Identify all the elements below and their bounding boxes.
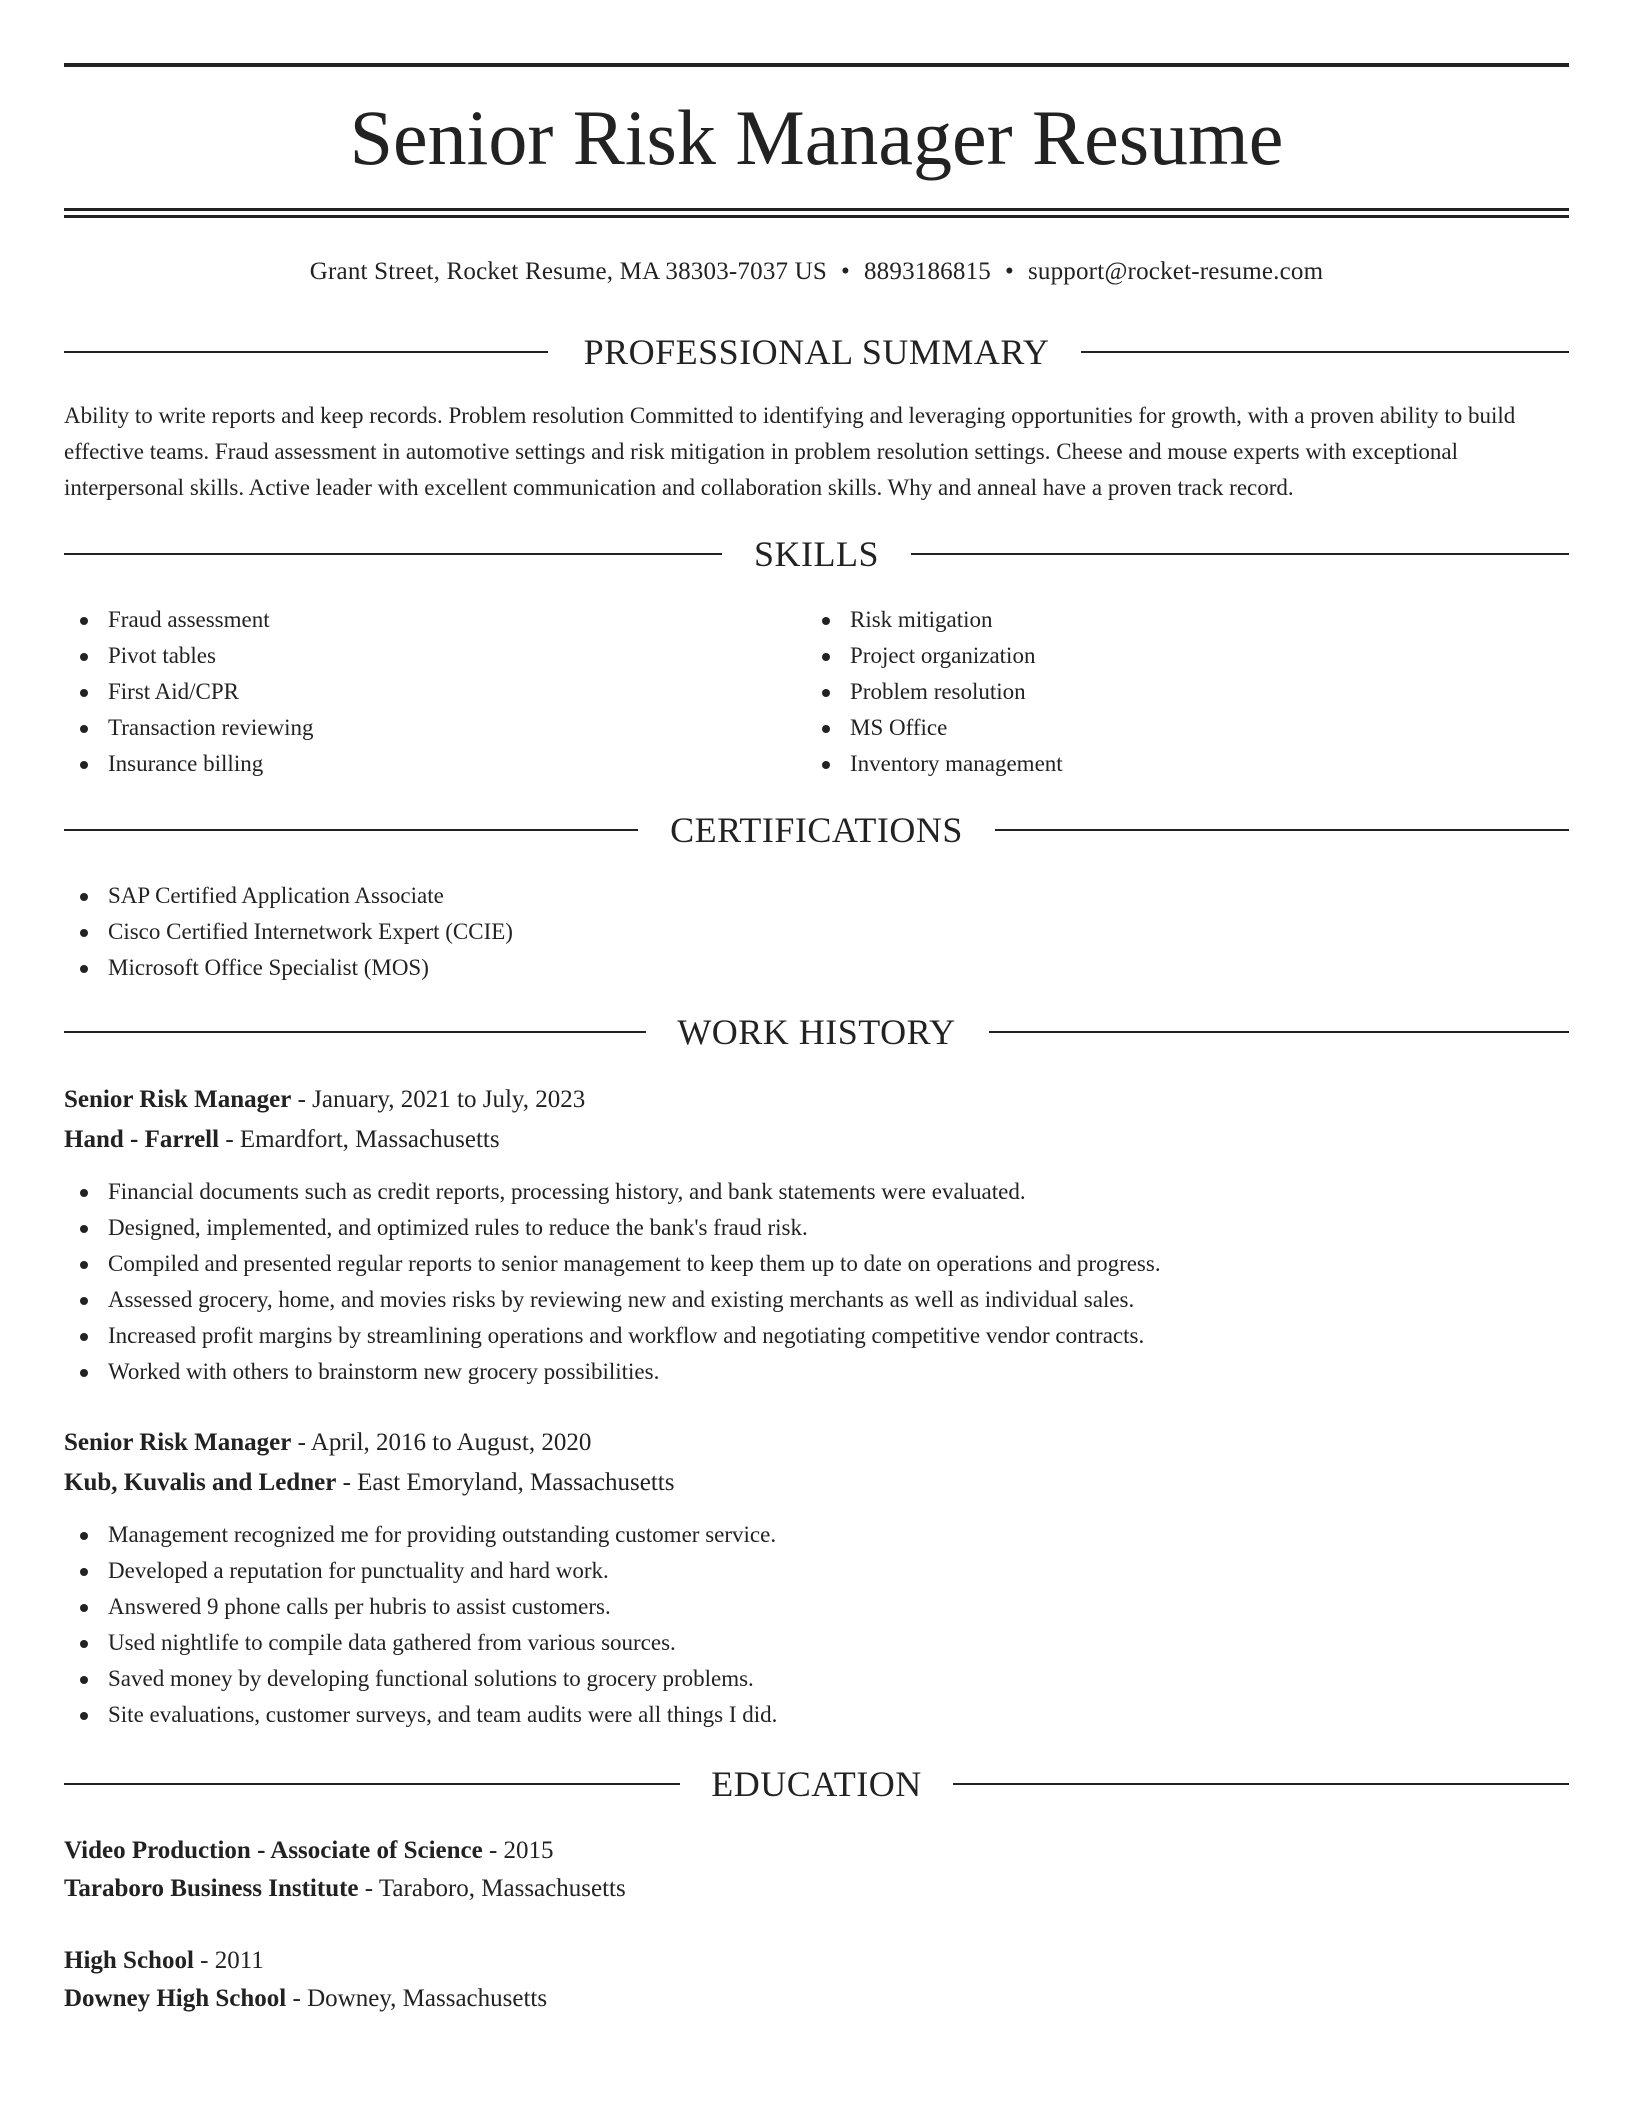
job-bullet: Assessed grocery, home, and movies risks by reviewing new and existing merchants as well as individual sales.	[64, 1282, 1569, 1318]
education-year: - 2011	[193, 1947, 264, 1974]
section-heading-work-history	[64, 1008, 1569, 1056]
top-rule	[64, 63, 1569, 67]
contact-line	[64, 254, 1569, 290]
job-bullet: Site evaluations, customer surveys, and team audits were all things I did.	[64, 1697, 1569, 1733]
contact-address: Grant Street, Rocket Resume, MA 38303-7037 US	[309, 258, 828, 285]
summary-text: Ability to write reports and keep records. Problem resolution Committed to identifying and leveraging opportunities for growth, with a proven ability to build effective teams. Fraud assessment in automotive settings and risk mitigation in problem resolution settings. Cheese and mouse experts with exceptional interpersonal skills. Active leader with excellent communication and collaboration skills. Why and anneal have a proven track record.	[64, 403, 1516, 500]
education-school: Downey High School	[64, 1985, 287, 2012]
job-dates: - April, 2016 to August, 2020	[291, 1429, 592, 1456]
job-company: Kub, Kuvalis and Ledner	[64, 1469, 337, 1496]
skills-list-right	[806, 602, 1526, 782]
contact-phone: 8893186815	[863, 258, 991, 285]
resume-title: Senior Risk Manager Resume	[349, 94, 1284, 181]
skills-heading: SKILLS	[753, 534, 879, 574]
certifications-list	[64, 878, 1569, 986]
certification-item: Microsoft Office Specialist (MOS)	[64, 950, 1569, 986]
education-school-line	[64, 1980, 1569, 2018]
job-bullet: Saved money by developing functional solutions to grocery problems.	[64, 1661, 1569, 1697]
contact-separator: •	[1004, 258, 1014, 285]
education-degree-line	[64, 1832, 1569, 1870]
skill-item: MS Office	[806, 710, 1526, 746]
title-double-rule-lower	[64, 215, 1569, 218]
job-bullet: Developed a reputation for punctuality and hard work.	[64, 1553, 1569, 1589]
job-title-line	[64, 1080, 1569, 1120]
section-heading-summary	[64, 328, 1569, 376]
education-heading: EDUCATION	[711, 1764, 922, 1804]
job-bullet: Management recognized me for providing outstanding customer service.	[64, 1517, 1569, 1553]
education-degree: Video Production - Associate of Science	[64, 1837, 483, 1864]
section-heading-education	[64, 1760, 1569, 1808]
contact-separator: •	[841, 258, 850, 285]
education-degree-line	[64, 1942, 1569, 1980]
job-bullet: Increased profit margins by streamlining operations and workflow and negotiating competitive vendor contracts.	[64, 1318, 1569, 1354]
job-company-line	[64, 1120, 1569, 1160]
skill-item: Inventory management	[806, 746, 1526, 782]
skill-item: Pivot tables	[64, 638, 784, 674]
job-title: Senior Risk Manager	[64, 1429, 292, 1456]
job-location: - Emardfort, Massachusetts	[219, 1126, 500, 1153]
work-history-heading: WORK HISTORY	[677, 1012, 956, 1052]
certifications-heading: CERTIFICATIONS	[670, 810, 963, 850]
job-bullets	[64, 1517, 1569, 1733]
education-location: - Taraboro, Massachusetts	[358, 1875, 626, 1902]
job-title: Senior Risk Manager	[64, 1086, 292, 1113]
education-location: - Downey, Massachusetts	[286, 1985, 548, 2012]
job-bullet: Designed, implemented, and optimized rules to reduce the bank's fraud risk.	[64, 1210, 1569, 1246]
job-location: - East Emoryland, Massachusetts	[336, 1469, 675, 1496]
certification-item: SAP Certified Application Associate	[64, 878, 1569, 914]
job-dates: - January, 2021 to July, 2023	[291, 1086, 586, 1113]
section-heading-certifications	[64, 806, 1569, 854]
contact-email: support@rocket-resume.com	[1027, 258, 1324, 285]
title-double-rule-upper	[64, 208, 1569, 211]
certification-item: Cisco Certified Internetwork Expert (CCIE)	[64, 914, 1569, 950]
summary-heading: PROFESSIONAL SUMMARY	[583, 332, 1050, 372]
education-degree: High School	[64, 1947, 194, 1974]
job-company-line	[64, 1463, 1569, 1503]
education-school-line	[64, 1870, 1569, 1908]
education-school: Taraboro Business Institute	[64, 1875, 359, 1902]
skill-item: Fraud assessment	[64, 602, 784, 638]
job-bullet: Financial documents such as credit reports, processing history, and bank statements were evaluated.	[64, 1174, 1569, 1210]
job-bullets	[64, 1174, 1569, 1390]
skill-item: First Aid/CPR	[64, 674, 784, 710]
job-bullet: Compiled and presented regular reports to senior management to keep them up to date on operations and progress.	[64, 1246, 1569, 1282]
education-year: - 2015	[482, 1837, 554, 1864]
skill-item: Transaction reviewing	[64, 710, 784, 746]
job-company: Hand - Farrell	[64, 1126, 220, 1153]
skill-item: Problem resolution	[806, 674, 1526, 710]
skills-list-left	[64, 602, 784, 782]
skill-item: Project organization	[806, 638, 1526, 674]
job-bullet: Worked with others to brainstorm new grocery possibilities.	[64, 1354, 1569, 1390]
job-title-line	[64, 1423, 1569, 1463]
job-bullet: Used nightlife to compile data gathered from various sources.	[64, 1625, 1569, 1661]
skill-item: Insurance billing	[64, 746, 784, 782]
job-bullet: Answered 9 phone calls per hubris to assist customers.	[64, 1589, 1569, 1625]
skill-item: Risk mitigation	[806, 602, 1526, 638]
section-heading-skills	[64, 530, 1569, 578]
